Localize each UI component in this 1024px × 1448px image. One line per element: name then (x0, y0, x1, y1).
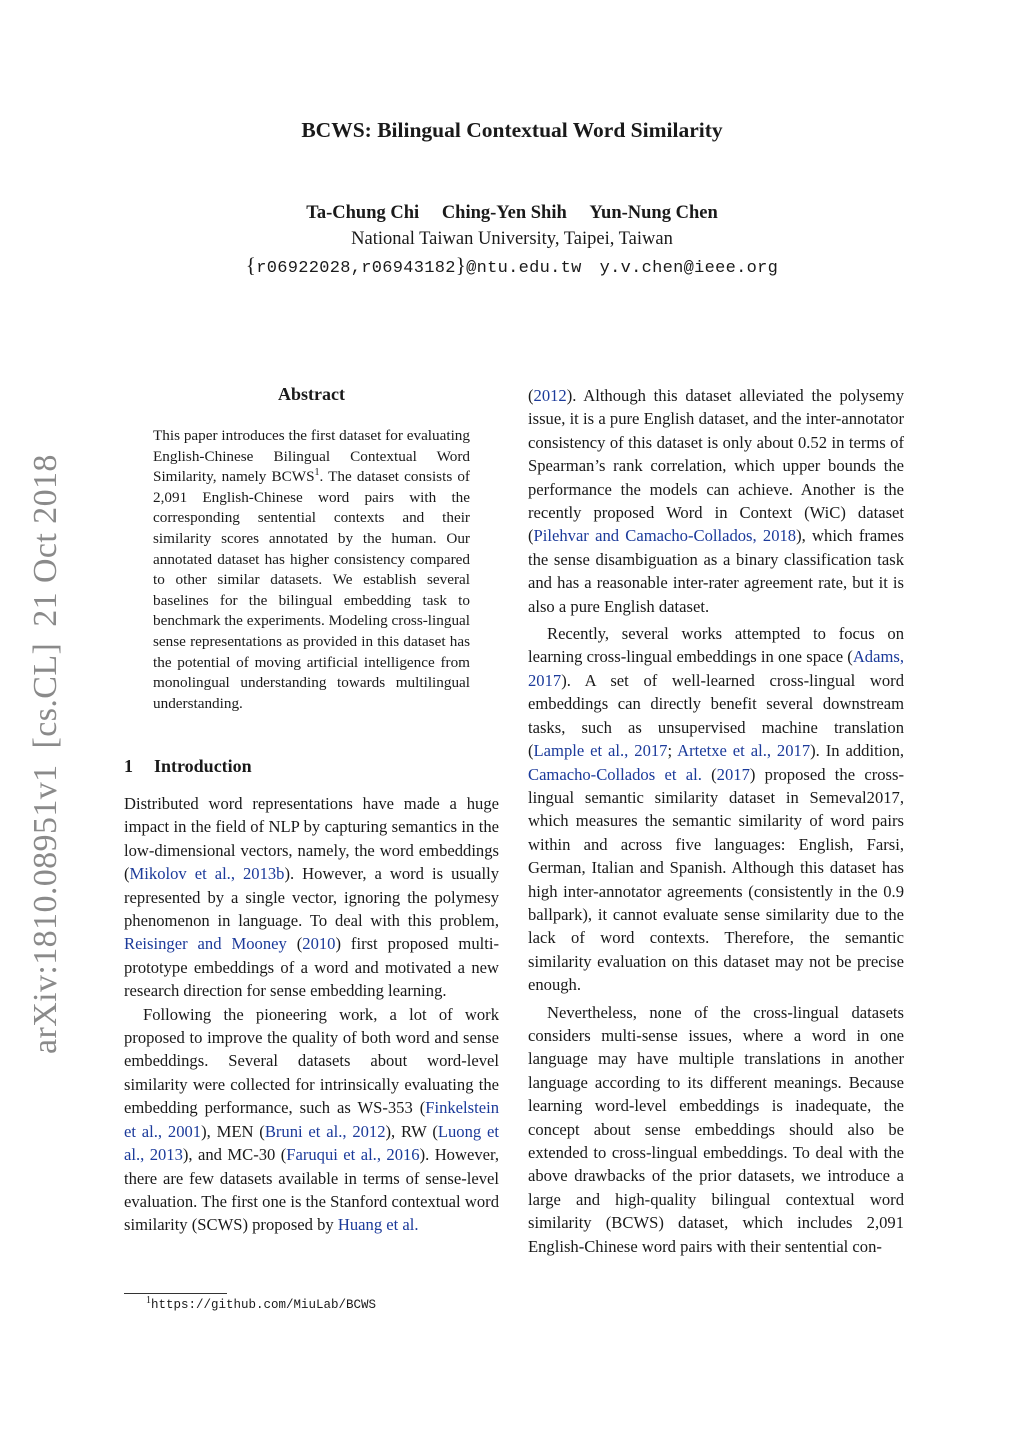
citation-link[interactable]: 2017 (716, 764, 750, 784)
email-brace-close: } (455, 253, 467, 277)
email-second: y.v.chen@ieee.org (599, 259, 779, 278)
section-title: Introduction (154, 756, 252, 776)
footnote-number: 1 (146, 1295, 151, 1306)
footnote (146, 1297, 376, 1312)
citation-link[interactable]: Luong et al., 2013 (124, 1121, 499, 1165)
paragraph: Recently, several works attempted to focus on learning cross-lingual embeddings in one space (Adams, 2017). A set of well-learned cross-lingual word embeddings can directly benefit several downstream tasks, such as unsupervised machine translation (Lample et al., 2017; Artetxe et al., 2017). In addition, Camacho-Collados et al. (2017) proposed the cross-lingual semantic similarity dataset in Semeval2017, which measures the semantic similarity of word pairs within and across five languages: English, Farsi, German, Italian and Spanish. Although this dataset has high inter-annotator agreements (consistently in the 0.9 ballpark), it cannot evaluate sense similarity due to the lack of word contexts. Therefore, the semantic similarity evaluation on this dataset may not be precise enough. (528, 624, 905, 995)
citation-link[interactable]: Lample et al., 2017 (533, 741, 668, 761)
email-ids: r06922028,r06943182 (256, 259, 456, 278)
citation-link[interactable]: Finkelstein et al., 2001 (124, 1098, 499, 1141)
arxiv-category: [cs.CL] (27, 642, 64, 749)
email-brace-open: { (245, 253, 257, 277)
citation-link[interactable]: Faruqui et al., 2016 (286, 1145, 420, 1165)
author-emails (0, 253, 1024, 278)
citation-link[interactable]: 2012 (533, 386, 567, 405)
citation-link[interactable]: 2010 (302, 934, 336, 954)
arxiv-stamp (19, 454, 73, 1054)
citation-link[interactable]: Artetxe et al., 2017 (677, 741, 811, 761)
author-name: Ta-Chung Chi (306, 203, 420, 223)
paper-title: BCWS: Bilingual Contextual Word Similarity (301, 118, 723, 142)
citation-link[interactable]: Camacho-Collados et al. (528, 764, 702, 784)
abstract-heading: Abstract (278, 384, 345, 404)
paragraph: (2012). Although this dataset alleviated the polysemy issue, it is a pure English dataset, and the inter-annotator consistency of this dataset is only about 0.52 in terms of Spearman’s rank correlation, which upper bounds the performance the models can achieve. Another is the recently proposed Word in Context (WiC) dataset (Pilehvar and Camacho-Collados, 2018), which frames the sense disambiguation as a binary classification task and has a reasonable inter-rater agreement rate, but it is also a pure English dataset. (528, 386, 905, 616)
author-name: Yun-Nung Chen (589, 203, 718, 223)
section-heading (124, 756, 252, 777)
arxiv-id: arXiv:1810.08951v1 (27, 764, 64, 1054)
citation-link[interactable]: Huang et al. (337, 1215, 419, 1235)
footnote-rule (124, 1293, 227, 1294)
left-column (124, 792, 499, 1237)
author-list (0, 203, 1024, 224)
email-domain: @ntu.edu.tw (466, 259, 582, 278)
arxiv-date: 21 Oct 2018 (27, 454, 64, 627)
footnote-url[interactable]: https://github.com/MiuLab/BCWS (151, 1298, 377, 1312)
author-name: Ching-Yen Shih (441, 203, 567, 223)
paragraph: Following the pioneering work, a lot of work proposed to improve the quality of both word and sense embeddings. Several datasets about word-level similarity were collected for intrinsically evaluating the embedding performance, such as WS-353 (Finkelstein et al., 2001), MEN (Bruni et al., 2012), RW (Luong et al., 2013), and MC-30 (Faruqui et al., 2016). However, there are few datasets available in terms of sense-level evaluation. The first one is the Stanford contextual word similarity (SCWS) proposed by Huang et al. (124, 1004, 499, 1235)
affiliation: National Taiwan University, Taipei, Taiwan (351, 229, 673, 249)
citation-link[interactable]: Reisinger and Mooney (124, 934, 287, 954)
citation-link[interactable]: Pilehvar and Camacho-Collados, 2018 (533, 526, 797, 546)
citation-link[interactable]: Mikolov et al., 2013b (129, 864, 285, 884)
citation-link[interactable]: Bruni et al., 2012 (264, 1121, 386, 1141)
footnote-marker: 1 (314, 467, 320, 479)
paragraph: Nevertheless, none of the cross-lingual datasets considers multi-sense issues, where a word in one language may have multiple translations in another language according to its different meanings. Because learning word-level embeddings is inadequate, the concept about sense embeddings should also be extended to cross-lingual embeddings. To deal with the above drawbacks of the prior datasets, we introduce a large and high-quality bilingual contextual word similarity (BCWS) dataset, which includes 2,091 English-Chinese word pairs with their sentential con- (528, 1002, 904, 1256)
citation-link[interactable]: Adams, 2017 (528, 647, 904, 690)
section-number: 1 (124, 756, 133, 776)
right-column (528, 384, 904, 1258)
abstract-body: This paper introduces the first dataset for evaluating English-Chinese Bilingual Contextual Word Similarity, namely BCWS$^1$. The dataset consists of 2,091 English-Chinese word pairs with the corresponding sentential contexts and their similarity scores annotated by the human. Our annotated dataset has higher consistency compared to other similar datasets. We establish several baselines for the bilingual embedding task to benchmark the experiments. Modeling cross-lingual sense representations as provided in this dataset has the potential of moving artificial intelligence from monolingual understanding towards multilingual understanding. (153, 427, 470, 712)
paragraph: Distributed word representations have made a huge impact in the field of NLP by capturing semantics in the low-dimensional vectors, namely, the word embeddings (Mikolov et al., 2013b). However, a word is usually represented by a single vector, ignoring the polymesy phenomenon in language. To deal with this problem, Reisinger and Mooney (2010) first proposed multi-prototype embeddings of a word and motivated a new research direction for sense embedding learning. (124, 794, 500, 1001)
